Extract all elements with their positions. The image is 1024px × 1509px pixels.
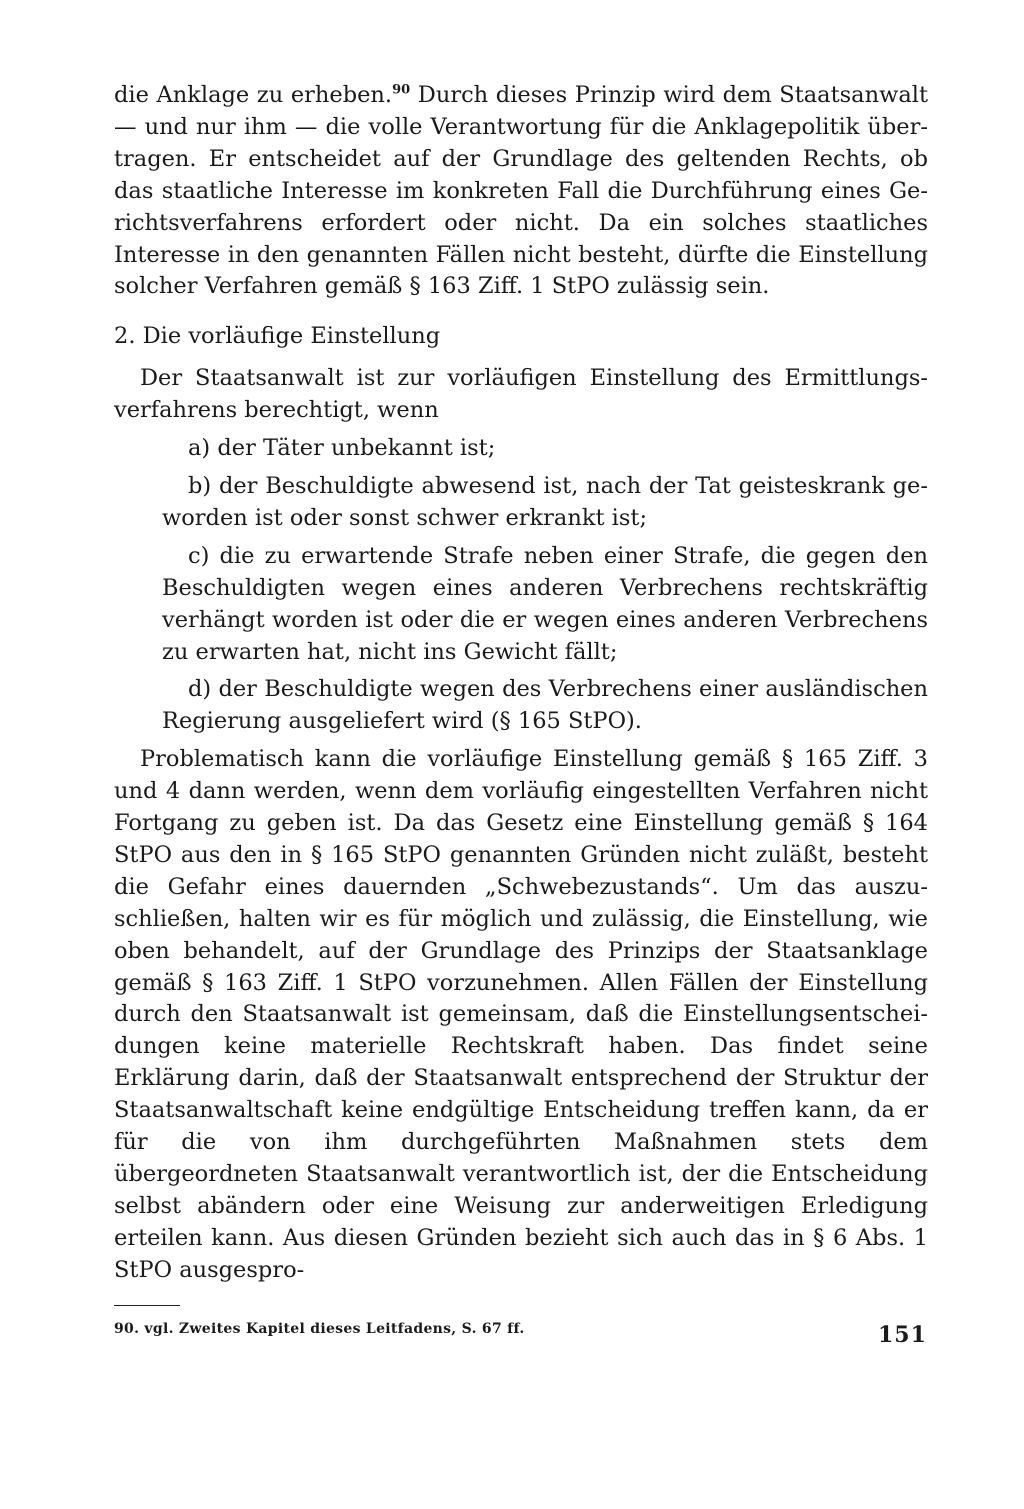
condition-list [114, 433, 928, 738]
paragraph-1 [114, 80, 928, 303]
footnote-90: 90. vgl. Zweites Kapitel dieses Leitfadens, S. 67 ff. [114, 1320, 525, 1337]
page-body [114, 80, 928, 1340]
page-number: 151 [878, 1322, 927, 1348]
paragraph-1-start: die Anklage zu erheben. [114, 82, 393, 108]
paragraph-3: Problematisch kann die vorläufige Einstellung gemäß § 165 Ziff. 3 und 4 dann werden, wenn dem vorläufig eingestellten Verfahren nicht Fortgang zu geben ist. Da das Gesetz eine Einstellung gemäß § 164 StPO aus den in § 165 StPO genannten Gründen nicht zuläßt, besteht die Gefahr eines dauernden „Schwebezustands“. Um das auszuschließen, halten wir es für möglich und zulässig, die Einstellung, wie oben behandelt, auf der Grundlage des Prinzips der Staatsanklage gemäß § 163 Ziff. 1 StPO vorzunehmen. Allen Fällen der Einstellung durch den Staatsanwalt ist gemeinsam, daß die Einstellungsentscheidungen keine materielle Rechtskraft haben. Das findet seine Erklärung darin, daß der Staatsanwalt entsprechend der Struktur der Staatsanwaltschaft keine endgültige Entscheidung treffen kann, da er für die von ihm durchgeführten Maßnahmen stets dem übergeordneten Staatsanwalt verantwortlich ist, der die Entscheidung selbst abändern oder eine Weisung zur anderweitigen Erledigung erteilen kann. Aus diesen Gründen bezieht sich auch das in § 6 Abs. 1 StPO ausgespro- [114, 746, 928, 1283]
list-item-d: d) der Beschuldigte wegen des Verbrechens einer ausländischen Regierung ausgeliefert wird (§ 165 StPO). [162, 676, 928, 735]
list-item-c: c) die zu erwartende Strafe neben einer Strafe, die gegen den Beschuldigten wegen eines anderen Verbrechens rechtskräftig verhängt worden ist oder die er wegen eines anderen Verbrechens zu erwarten hat, nicht ins Gewicht fällt; [162, 542, 928, 665]
paragraph-2: Der Staatsanwalt ist zur vorläufigen Einstellung des Ermittlungsverfahrens berechtigt, wenn [114, 365, 928, 424]
footnote-divider [114, 1305, 180, 1306]
section-heading: 2. Die vorläufige Einstellung [114, 323, 441, 350]
paragraph-1-rest: Durch dieses Prinzip wird dem Staatsanwalt — und nur ihm — die volle Verantwortung für die Anklagepolitik übertragen. Er entscheidet auf der Grundlage des geltenden Rechts, ob das staatliche Interesse im konkreten Fall die Durchführung eines Gerichtsverfahrens erfordert oder nicht. Da ein solches staatliches Interesse in den genannten Fällen nicht besteht, dürfte die Einstellung solcher Verfahren gemäß § 163 Ziff. 1 StPO zulässig sein. [114, 82, 928, 300]
list-item-a: a) der Täter unbekannt ist; [188, 435, 496, 462]
list-item-b: b) der Beschuldigte abwesend ist, nach der Tat geisteskrank geworden ist oder sonst schwer erkrankt ist; [162, 472, 928, 531]
footnote-reference-90: 90 [392, 82, 411, 98]
